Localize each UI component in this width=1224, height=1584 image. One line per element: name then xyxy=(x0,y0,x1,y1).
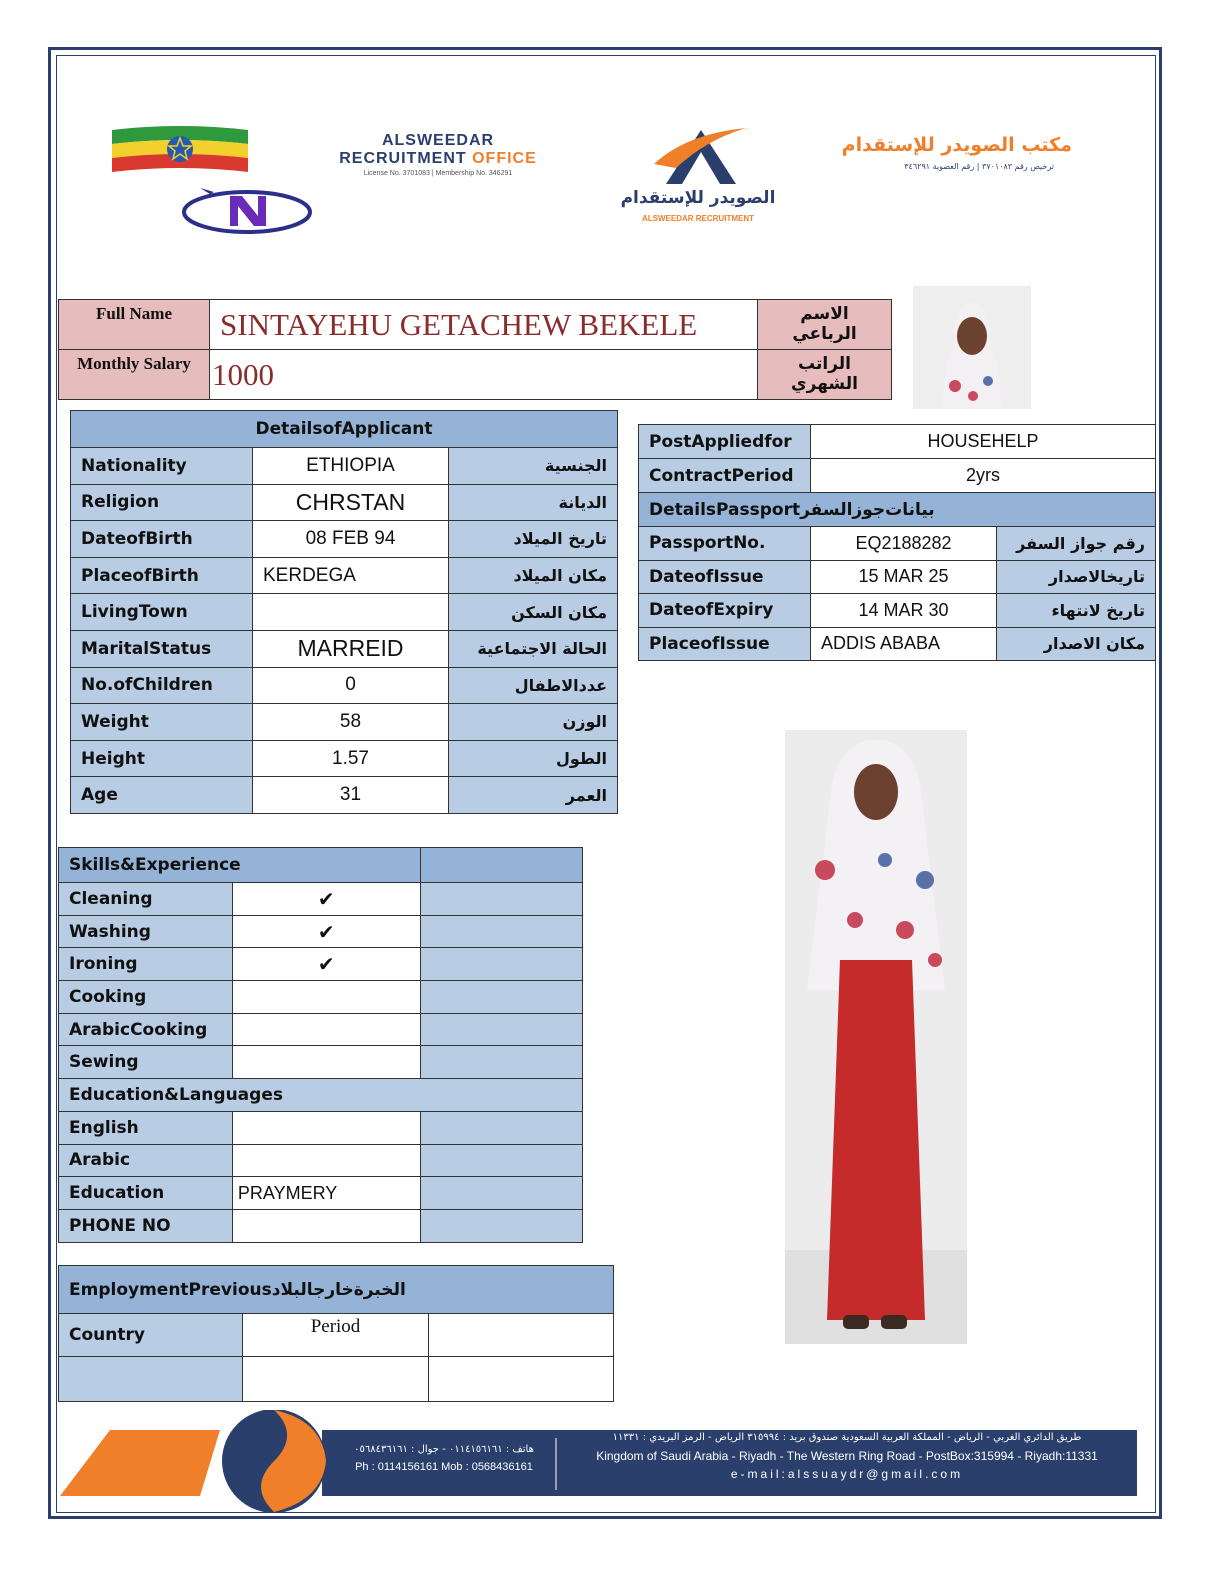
applicant-field-label: LivingTown xyxy=(71,594,253,631)
skill-value: ✔ xyxy=(232,915,420,948)
skill-label: Washing xyxy=(59,915,233,948)
passport-field-ar: تاريخالاصدار xyxy=(997,560,1156,594)
passport-field-label: PassportNo. xyxy=(639,527,811,561)
passport-field-value: EQ2188282 xyxy=(811,527,997,561)
employment-table xyxy=(58,1265,614,1402)
applicant-row xyxy=(71,667,618,704)
skill-label: Sewing xyxy=(59,1046,233,1079)
skill-value: ✔ xyxy=(232,948,420,981)
full-body-icon xyxy=(785,730,967,1344)
skill-empty xyxy=(420,948,582,981)
footer-address xyxy=(560,1432,1134,1481)
applicant-row xyxy=(71,521,618,558)
applicant-field-ar: الديانة xyxy=(449,484,618,521)
skill-label: Arabic xyxy=(59,1144,233,1177)
a-mark-icon xyxy=(646,124,756,188)
passport-field-value: ADDIS ABABA xyxy=(811,627,997,661)
office-logo-en xyxy=(320,132,556,177)
education-title: Education&Languages xyxy=(59,1079,583,1112)
passport-field-label: DateofExpiry xyxy=(639,594,811,628)
passport-details-table xyxy=(638,424,1156,661)
skill-label: PHONE NO xyxy=(59,1209,233,1242)
full-name-value: SINTAYEHU GETACHEW BEKELE xyxy=(210,300,758,350)
skill-row xyxy=(59,915,583,948)
name-salary-table xyxy=(58,299,892,400)
skill-row xyxy=(59,981,583,1014)
skill-row xyxy=(59,948,583,981)
applicant-field-ar: مكان الميلاد xyxy=(449,557,618,594)
alsweedar-a-logo xyxy=(608,124,788,228)
skill-label: ArabicCooking xyxy=(59,1013,233,1046)
skill-row xyxy=(59,1144,583,1177)
applicant-field-value: MARREID xyxy=(253,630,449,667)
passport-row xyxy=(639,560,1156,594)
applicant-field-label: DateofBirth xyxy=(71,521,253,558)
applicant-field-label: MaritalStatus xyxy=(71,630,253,667)
applicant-field-label: No.ofChildren xyxy=(71,667,253,704)
office-license: License No. 3701083 | Membership No. 346291 xyxy=(363,170,513,177)
skill-row xyxy=(59,1111,583,1144)
skill-value: PRAYMERY xyxy=(232,1177,420,1210)
applicant-row xyxy=(71,557,618,594)
applicant-field-ar: الطول xyxy=(449,740,618,777)
applicant-field-label: Religion xyxy=(71,484,253,521)
passport-row xyxy=(639,627,1156,661)
employment-country-cell xyxy=(59,1357,243,1402)
skill-row xyxy=(59,883,583,916)
applicant-field-value xyxy=(253,594,449,631)
office-title-ar-b: الصويدر للإستقدام xyxy=(841,134,1022,156)
office-name-line2 xyxy=(320,150,556,168)
skill-value xyxy=(232,1144,420,1177)
passport-field-ar: مكان الاصدار xyxy=(997,627,1156,661)
applicant-field-label: Height xyxy=(71,740,253,777)
salary-value: 1000 xyxy=(210,350,758,400)
applicant-row xyxy=(71,630,618,667)
skill-empty xyxy=(420,1013,582,1046)
skill-value: ✔ xyxy=(232,883,420,916)
skill-row xyxy=(59,1177,583,1210)
contract-label: ContractPeriod xyxy=(639,459,811,493)
skill-empty xyxy=(420,1177,582,1210)
ethiopia-flag-logo xyxy=(110,124,250,174)
skill-label: Cooking xyxy=(59,981,233,1014)
applicant-row xyxy=(71,777,618,814)
employment-title: EmploymentPreviousالخبرةخارجالبلاد xyxy=(59,1266,614,1314)
footer-address-en: Kingdom of Saudi Arabia - Riyadh - The Western Ring Road - PostBox:315994 - Riyadh:11331 xyxy=(596,1449,1098,1463)
skill-empty xyxy=(420,883,582,916)
skill-empty xyxy=(420,981,582,1014)
applicant-field-ar: العمر xyxy=(449,777,618,814)
n-airline-logo xyxy=(180,182,314,234)
education-header-row xyxy=(59,1079,583,1112)
salary-label: Monthly Salary xyxy=(59,350,210,400)
employment-empty-1 xyxy=(429,1314,614,1357)
skill-empty xyxy=(420,1111,582,1144)
full-name-label: Full Name xyxy=(59,300,210,350)
office-logo-ar xyxy=(820,134,1072,171)
footer-phone-ar: هاتف : ٠١١٤١٥٦١٦١ - جوال : ٠٥٦٨٤٣٦١٦١ xyxy=(354,1444,534,1455)
applicant-field-value: 1.57 xyxy=(253,740,449,777)
skill-value xyxy=(232,1046,420,1079)
office-title-ar-a: مكتب xyxy=(1021,134,1072,156)
applicant-row xyxy=(71,704,618,741)
applicant-field-ar: الجنسية xyxy=(449,448,618,485)
applicant-field-value: 58 xyxy=(253,704,449,741)
skill-value xyxy=(232,1013,420,1046)
applicant-details-table xyxy=(70,410,618,814)
applicant-field-value: 31 xyxy=(253,777,449,814)
center-logo-ar: الصويدر للإستقدام xyxy=(620,188,776,208)
skill-value xyxy=(232,1111,420,1144)
skill-value xyxy=(232,1209,420,1242)
contract-value: 2yrs xyxy=(811,459,1156,493)
applicant-field-value: 0 xyxy=(253,667,449,704)
applicant-field-ar: الوزن xyxy=(449,704,618,741)
skill-empty xyxy=(420,915,582,948)
applicant-row xyxy=(71,594,618,631)
applicant-row xyxy=(71,448,618,485)
period-label: Period xyxy=(243,1314,429,1357)
footer-phone-en: Ph : 0114156161 Mob : 0568436161 xyxy=(355,1461,533,1473)
passport-field-ar: تاريخ لانتهاء xyxy=(997,594,1156,628)
skill-row xyxy=(59,1209,583,1242)
footer-email: e-mail:alssuaydr@gmail.com xyxy=(730,1467,964,1481)
skill-row xyxy=(59,1013,583,1046)
employment-period-cell xyxy=(243,1357,429,1402)
office-title-ar xyxy=(820,134,1072,156)
applicant-row xyxy=(71,484,618,521)
footer-address-ar: طريق الدائري الغربي - الرياض - المملكة العربية السعودية صندوق بريد : ٣١٥٩٩٤ الرياض - الرمز البريدي : ١١٣٣١ xyxy=(612,1432,1082,1443)
office-name-line1: ALSWEEDAR xyxy=(381,132,495,149)
applicant-field-ar: مكان السكن xyxy=(449,594,618,631)
footer-banner xyxy=(60,1410,1140,1512)
passport-field-value: 15 MAR 25 xyxy=(811,560,997,594)
salary-ar: الراتب الشهري xyxy=(758,350,892,400)
post-value: HOUSEHELP xyxy=(811,425,1156,459)
skill-empty xyxy=(420,1144,582,1177)
applicant-field-value: KERDEGA xyxy=(253,557,449,594)
applicant-portrait-photo xyxy=(913,286,1031,409)
passport-field-value: 14 MAR 30 xyxy=(811,594,997,628)
portrait-icon xyxy=(913,286,1031,409)
skills-table xyxy=(58,847,583,1243)
office-name-line2b: OFFICE xyxy=(472,150,537,167)
skill-label: Education xyxy=(59,1177,233,1210)
employment-empty-2 xyxy=(429,1357,614,1402)
passport-row xyxy=(639,527,1156,561)
skill-row xyxy=(59,1046,583,1079)
skills-title: Skills&Experience xyxy=(59,848,421,883)
post-label: PostAppliedfor xyxy=(639,425,811,459)
applicant-field-label: Weight xyxy=(71,704,253,741)
passport-field-label: DateofIssue xyxy=(639,560,811,594)
applicant-field-value: CHRSTAN xyxy=(253,484,449,521)
office-name-line2a: RECRUITMENT xyxy=(339,150,473,167)
skills-title-empty xyxy=(420,848,582,883)
applicant-row xyxy=(71,740,618,777)
applicant-field-ar: تاريخ الميلاد xyxy=(449,521,618,558)
office-license-ar: ترخيص رقم ٣٧٠١٠٨٣ | رقم العضوية ٣٤٦٢٩١ xyxy=(904,162,1054,171)
applicant-field-value: ETHIOPIA xyxy=(253,448,449,485)
skill-label: Cleaning xyxy=(59,883,233,916)
country-label: Country xyxy=(59,1314,243,1357)
skill-empty xyxy=(420,1046,582,1079)
center-logo-en: ALSWEEDAR RECRUITMENT xyxy=(642,214,754,223)
full-name-ar: الاسم الرباعي xyxy=(758,300,892,350)
skill-label: Ironing xyxy=(59,948,233,981)
passport-row xyxy=(639,594,1156,628)
applicant-field-value: 08 FEB 94 xyxy=(253,521,449,558)
passport-field-label: PlaceofIssue xyxy=(639,627,811,661)
applicant-title: DetailsofApplicant xyxy=(71,411,618,448)
passport-field-ar: رقم جواز السفر xyxy=(997,527,1156,561)
passport-title: DetailsPassportبيانات‌جوزالسفر xyxy=(639,493,1156,527)
applicant-field-label: PlaceofBirth xyxy=(71,557,253,594)
applicant-full-photo xyxy=(785,730,967,1344)
footer-phones xyxy=(342,1444,546,1473)
skill-label: English xyxy=(59,1111,233,1144)
skill-empty xyxy=(420,1209,582,1242)
applicant-field-ar: عددالاطفال xyxy=(449,667,618,704)
applicant-field-label: Nationality xyxy=(71,448,253,485)
skill-value xyxy=(232,981,420,1014)
applicant-field-ar: الحالة الاجتماعية xyxy=(449,630,618,667)
applicant-field-label: Age xyxy=(71,777,253,814)
